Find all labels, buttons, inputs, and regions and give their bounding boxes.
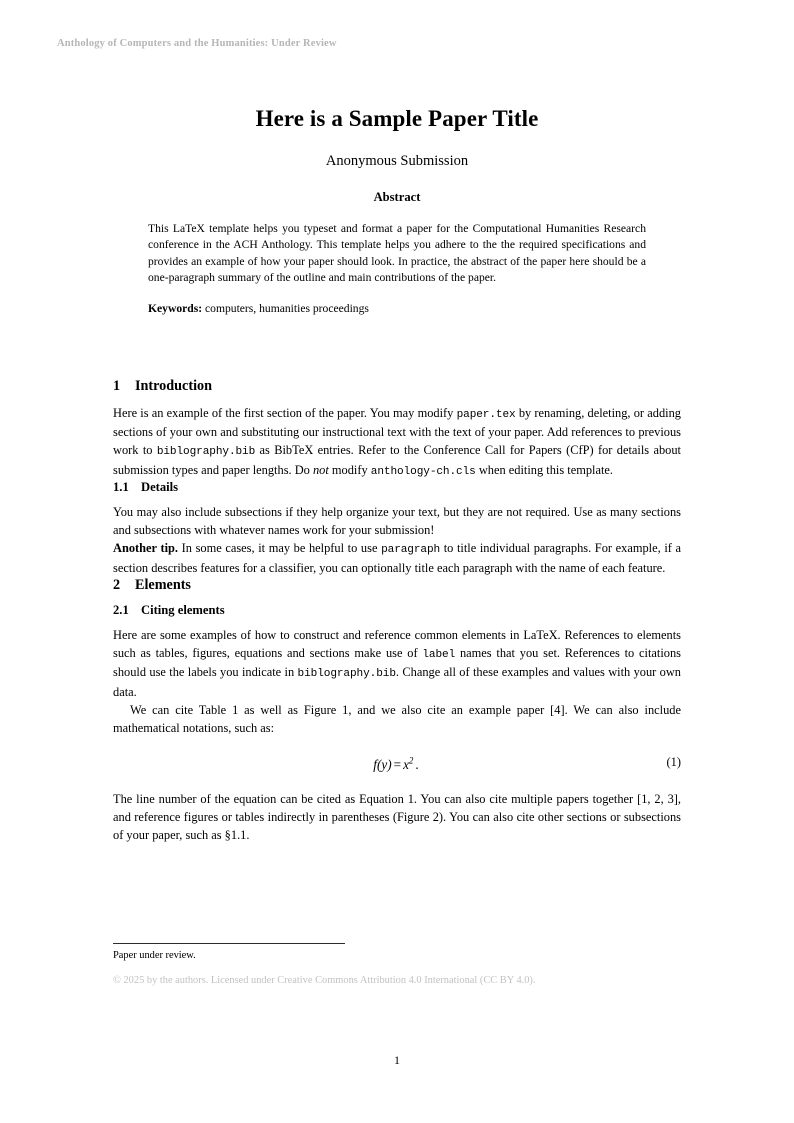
text-run: . Change all of these examples and values with your own data. <box>113 665 681 699</box>
section-title: Elements <box>135 576 191 593</box>
code-biblography-bib: biblography.bib <box>297 668 396 681</box>
text-run: names that you set. References to citations should use the labels you indicate in <box>113 646 681 680</box>
code-label: label <box>422 649 456 662</box>
footnote-area <box>113 943 681 988</box>
text-run: as BibTeX entries. Refer to the Conference Call for Papers (CfP) for details about submission types and paper lengths. Do <box>113 443 681 477</box>
text-run: when editing this template. <box>475 462 614 477</box>
paragraph-heading-another-tip: Another tip. <box>113 541 179 556</box>
equation-paren-open: ( <box>376 756 382 772</box>
text-run: Here are some examples of how to construct and reference common elements in LaTeX. References to elements such as tables, figures, equations and sections make use of <box>113 627 681 661</box>
section-heading-introduction <box>113 378 681 395</box>
paragraph-another-tip <box>113 539 681 576</box>
section-title: Introduction <box>135 378 212 394</box>
keywords-line <box>148 301 646 317</box>
subsection-heading-details <box>113 480 681 495</box>
subsection-heading-citing-elements <box>113 603 681 618</box>
equation-argument: y <box>381 756 388 772</box>
code-paper-tex: paper.tex <box>456 409 516 422</box>
equation-paren-close: ) <box>387 756 392 772</box>
text-run: by renaming, deleting, or adding sections of your own and substituting our instructional text with the text of your paper. Add references to previous work to <box>113 406 681 458</box>
equation-base: x <box>403 756 409 772</box>
subsection-number: 2.1 <box>113 602 129 617</box>
footnote-note: Paper under review. <box>113 950 196 961</box>
keywords-value: computers, humanities proceedings <box>205 301 369 315</box>
code-anthology-ch-cls: anthology-ch.cls <box>370 465 476 478</box>
equation-block <box>113 755 681 772</box>
body-column <box>113 378 681 844</box>
page-number: 1 <box>394 1053 400 1067</box>
equation-number: (1) <box>666 755 681 770</box>
subsection-title: Details <box>141 479 179 494</box>
equation-math <box>373 757 420 772</box>
equation-exponent: 2 <box>408 755 414 766</box>
section-number: 2 <box>113 576 121 593</box>
emphasis-not: not <box>312 462 329 477</box>
code-paragraph: paragraph <box>381 544 441 557</box>
section-number: 1 <box>113 378 121 394</box>
subsection-number: 1.1 <box>113 479 129 494</box>
paragraph-introduction <box>113 404 681 480</box>
paragraph-details: You may also include subsections if they help organize your text, but they are not required. Use as many sections and subsections with whatever names work for your submission! <box>113 505 681 538</box>
equation-function-name: f <box>373 756 377 772</box>
paragraph-equation-reference: The line number of the equation can be cited as Equation 1. You can also cite multiple papers together [1, 2, 3], and reference figures or tables indirectly in parentheses (Figure 2). You can also cite other sections or subsections of your paper, such as §1.1. <box>113 791 681 842</box>
paragraph-citing-intro <box>113 626 681 701</box>
footnote-copyright: © 2025 by the authors. Licensed under Creative Commons Attribution 4.0 International (CC BY 4.0). <box>113 975 536 987</box>
running-header: Anthology of Computers and the Humanities: Under Review <box>57 38 337 49</box>
abstract-heading: Abstract <box>373 190 421 204</box>
abstract-text: This LaTeX template helps you typeset and format a paper for the Computational Humanities Research conference in the ACH Anthology. This template helps you adhere to the the required specifications and provides an example of how your paper should look. In practice, the abstract of the paper here should be a one-paragraph summary of the outline and main contributions of the paper. <box>148 222 646 285</box>
subsection-title: Citing elements <box>141 602 225 617</box>
code-biblography-bib: biblography.bib <box>156 446 256 459</box>
author-line: Anonymous Submission <box>325 152 469 169</box>
section-heading-elements <box>113 577 681 594</box>
keywords-label: Keywords: <box>148 301 203 315</box>
text-run: to title individual paragraphs. For example, if a section describes features for a classifier, you can optionally title each paragraph with the name of each feature. <box>113 541 682 575</box>
equation-operator: = <box>393 756 402 772</box>
text-run: modify <box>328 462 371 477</box>
text-run: In some cases, it may be helpful to use <box>178 541 382 556</box>
abstract-block <box>113 190 681 317</box>
equation-trailing-period: . <box>415 756 419 772</box>
text-run: Here is an example of the first section of the paper. You may modify <box>113 406 457 421</box>
footnote-rule <box>113 943 345 944</box>
page-title: Here is a Sample Paper Title <box>255 106 539 131</box>
paragraph-citing-examples: We can cite Table 1 as well as Figure 1, and we also cite an example paper [4]. We can also include mathematical notations, such as: <box>113 702 681 735</box>
title-block <box>113 105 681 170</box>
